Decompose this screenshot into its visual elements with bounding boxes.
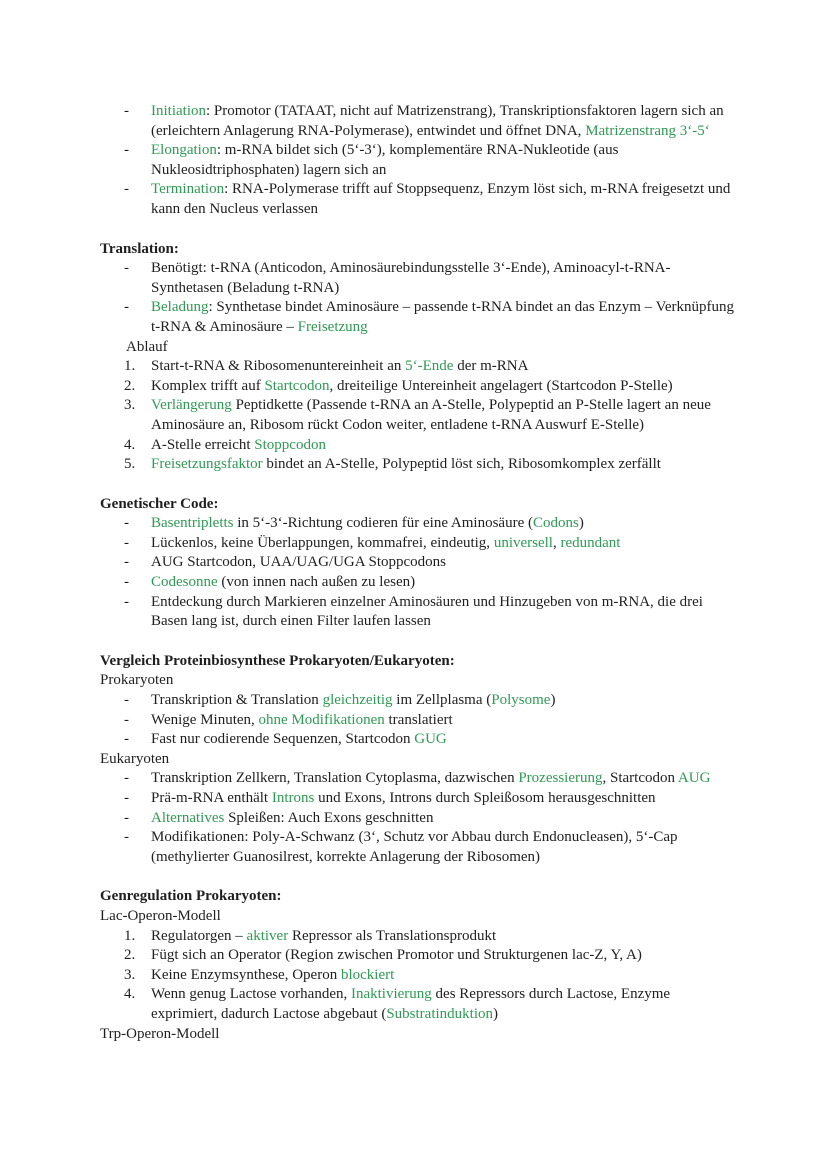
highlighted-term: Inaktivierung: [350, 986, 432, 1003]
list-item: [100, 573, 740, 593]
eukaryoten-list: [100, 769, 740, 867]
item-text: [151, 358, 528, 374]
step-number: 4.: [124, 436, 136, 453]
dash-marker: -: [124, 770, 129, 787]
text-segment: A-Stelle erreicht: [151, 436, 255, 453]
list-item: [100, 377, 740, 397]
dash-marker: -: [124, 534, 129, 551]
highlighted-term: Matrizenstrang 3‘-5‘: [585, 122, 710, 139]
text-segment: Transkription & Translation: [151, 692, 323, 709]
ablauf-steps: [100, 357, 740, 475]
item-text: [151, 437, 326, 453]
text-segment: im Zellplasma (: [392, 692, 492, 709]
genetischer-code-heading: Genetischer Code:: [100, 495, 219, 512]
text-segment: Start-t-RNA & Ribosomenuntereinheit an: [151, 358, 406, 375]
list-item: [100, 730, 740, 750]
dash-marker: -: [124, 299, 129, 316]
genregulation-heading: Genregulation Prokaryoten:: [100, 888, 282, 905]
step-number: 2.: [124, 947, 136, 964]
lac-operon-label: Lac-Operon-Modell: [100, 907, 221, 924]
dash-marker: -: [124, 181, 129, 198]
text-segment: (von innen nach außen zu lesen): [217, 574, 416, 591]
text-segment: ,: [552, 534, 561, 551]
genetischer-code-list: [100, 514, 740, 632]
text-segment: , dreiteilige Untereinheit angelagert (Startcodon P-Stelle): [329, 377, 673, 394]
translation-list: [100, 259, 740, 337]
item-text: [151, 181, 730, 217]
item-text: [151, 986, 670, 1022]
list-item: [100, 927, 740, 947]
item-text: [151, 731, 447, 747]
dash-marker: -: [124, 260, 129, 277]
dash-marker: -: [124, 809, 129, 826]
highlighted-term: universell: [493, 534, 553, 551]
step-number: 3.: [124, 966, 136, 983]
item-text: [151, 692, 555, 708]
list-item: [100, 180, 740, 219]
trp-operon-label: Trp-Operon-Modell: [100, 1025, 220, 1042]
text-segment: : m-RNA bildet sich (5‘-3‘), komplementäre RNA-Nukleotide (aus Nukleosidtriphosphaten) lagern sich an: [151, 142, 619, 178]
list-item: [100, 514, 740, 534]
document-body: [100, 102, 740, 1044]
prokaryoten-label: Prokaryoten: [100, 672, 174, 689]
list-item: [100, 534, 740, 554]
highlighted-term: Freisetzung: [297, 318, 368, 335]
text-segment: , Startcodon: [602, 770, 678, 787]
text-segment: Fügt sich an Operator (Region zwischen Promotor und Strukturgenen lac-Z, Y, A): [151, 947, 642, 964]
lac-operon-steps: [100, 927, 740, 1025]
list-item: [100, 593, 740, 632]
step-number: 4.: [124, 986, 136, 1003]
item-text: [151, 829, 678, 865]
prokaryoten-list: [100, 691, 740, 750]
item-text: [151, 515, 584, 531]
text-segment: Komplex trifft auf: [151, 377, 265, 394]
dash-marker: -: [124, 574, 129, 591]
text-segment: Peptidkette (Passende t-RNA an A-Stelle, Polypeptid an P-Stelle lagert an neue Aminosäure an, Ribosom rückt Codon weiter, entladene t-RNA Auswurf E-Stelle): [151, 397, 711, 433]
item-text: [151, 790, 656, 806]
text-segment: ): [550, 692, 556, 709]
text-segment: bindet an A-Stelle, Polypeptid löst sich, Ribosomkomplex zerfällt: [262, 456, 661, 473]
highlighted-term: blockiert: [340, 966, 395, 983]
list-item: [100, 691, 740, 711]
text-segment: Prä-m-RNA enthält: [151, 790, 272, 806]
highlighted-term: Verlängerung: [151, 397, 232, 414]
highlighted-term: 5‘-Ende: [405, 358, 454, 375]
text-segment: Spleißen: Auch Exons geschnitten: [224, 809, 434, 826]
dash-marker: -: [124, 142, 129, 159]
text-segment: : Synthetase bindet Aminosäure – passende t-RNA bindet an das Enzym – Verknüpfung t-RNA & Aminosäure –: [151, 299, 734, 335]
list-item: [100, 966, 740, 986]
list-item: [100, 789, 740, 809]
text-segment: Wenige Minuten,: [151, 711, 259, 728]
vergleich-heading: Vergleich Proteinbiosynthese Prokaryoten/Eukaryoten:: [100, 652, 455, 669]
item-text: [151, 554, 446, 570]
text-segment: Regulatorgen –: [151, 927, 247, 944]
text-segment: in 5‘-3‘-Richtung codieren für eine Aminosäure (: [233, 515, 533, 532]
eukaryoten-label: Eukaryoten: [100, 750, 170, 767]
highlighted-term: Polysome: [491, 692, 551, 709]
dash-marker: -: [124, 790, 129, 806]
item-text: [151, 712, 453, 728]
list-item: [100, 553, 740, 573]
text-segment: : Promotor (TATAAT, nicht auf Matrizenstrang), Transkriptionsfaktoren lagern sich an (erleichtern Anlagerung RNA-Polymerase), entwindet und öffnet DNA,: [151, 103, 724, 139]
highlighted-term: Initiation: [151, 103, 206, 119]
dash-marker: -: [124, 103, 129, 119]
list-item: [100, 396, 740, 435]
step-number: 5.: [124, 456, 136, 473]
text-segment: ): [492, 1005, 498, 1022]
highlighted-term: Elongation: [151, 142, 217, 159]
list-item: [100, 769, 740, 789]
highlighted-term: Basentripletts: [151, 515, 234, 532]
highlighted-term: aktiver: [246, 927, 289, 944]
step-number: 3.: [124, 397, 136, 414]
text-segment: Wenn genug Lactose vorhanden,: [151, 986, 351, 1003]
dash-marker: -: [124, 593, 129, 610]
highlighted-term: Substratinduktion: [386, 1005, 493, 1022]
item-text: [151, 967, 394, 983]
text-segment: Keine Enzymsynthese, Operon: [151, 966, 341, 983]
text-segment: : RNA-Polymerase trifft auf Stoppsequenz, Enzym löst sich, m-RNA freigesetzt und kann den Nucleus verlassen: [151, 181, 731, 217]
text-segment: translatiert: [384, 711, 453, 728]
highlighted-term: redundant: [560, 534, 621, 551]
step-number: 1.: [124, 927, 136, 944]
highlighted-term: Introns: [271, 790, 315, 806]
highlighted-term: Beladung: [151, 299, 209, 316]
text-segment: Transkription Zellkern, Translation Cytoplasma, dazwischen: [151, 770, 519, 787]
item-text: [151, 947, 642, 963]
dash-marker: -: [124, 731, 129, 748]
item-text: [151, 299, 734, 335]
item-text: [151, 260, 671, 296]
text-segment: und Exons, Introns durch Spleißosom herausgeschnitten: [314, 790, 656, 806]
list-item: [100, 985, 740, 1024]
list-item: [100, 828, 740, 867]
highlighted-term: ohne Modifikationen: [258, 711, 385, 728]
text-segment: AUG Startcodon, UAA/UAG/UGA Stoppcodons: [151, 554, 446, 571]
highlighted-term: Codesonne: [151, 574, 218, 591]
item-text: [151, 142, 618, 178]
step-number: 1.: [124, 358, 136, 375]
item-text: [151, 535, 620, 551]
dash-marker: -: [124, 829, 129, 846]
text-segment: der m-RNA: [453, 358, 529, 375]
list-item: [100, 259, 740, 298]
text-segment: Entdeckung durch Markieren einzelner Aminosäuren und Hinzugeben von m-RNA, die drei Basen lang ist, durch einen Filter laufen lassen: [151, 593, 703, 630]
highlighted-term: Codons: [533, 515, 579, 532]
item-text: [151, 594, 703, 630]
transkription-list: [100, 102, 740, 220]
text-segment: Modifikationen: Poly-A-Schwanz (3‘, Schutz vor Abbau durch Endonucleasen), 5‘-Cap (methylierter Guanosilrest, korrekte Anlagerung der Ribosomen): [151, 829, 678, 865]
list-item: [100, 455, 740, 475]
highlighted-term: Termination: [151, 181, 225, 198]
highlighted-term: GUG: [414, 731, 447, 748]
list-item: [100, 357, 740, 377]
highlighted-term: Freisetzungsfaktor: [151, 456, 263, 473]
dash-marker: -: [124, 692, 129, 709]
item-text: [151, 397, 711, 433]
ablauf-label: Ablauf: [126, 338, 168, 355]
item-text: [151, 103, 724, 139]
dash-marker: -: [124, 711, 129, 728]
item-text: [151, 378, 673, 394]
highlighted-term: Alternatives: [151, 809, 225, 826]
list-item: [100, 298, 740, 337]
highlighted-term: AUG: [677, 770, 711, 787]
text-segment: Repressor als Translationsprodukt: [288, 927, 497, 944]
text-segment: Benötigt: t-RNA (Anticodon, Aminosäurebindungsstelle 3‘-Ende), Aminoacyl-t-RNA-Synthetasen (Beladung t-RNA): [151, 260, 671, 296]
highlighted-term: Startcodon: [264, 377, 330, 394]
list-item: [100, 809, 740, 829]
list-item: [100, 102, 740, 141]
text-segment: des Repressors durch Lactose, Enzyme exprimiert, dadurch Lactose abgebaut (: [151, 986, 671, 1022]
text-segment: Fast nur codierende Sequenzen, Startcodon: [151, 731, 415, 748]
text-segment: Lückenlos, keine Überlappungen, kommafrei, eindeutig,: [151, 534, 494, 551]
item-text: [151, 928, 496, 944]
list-item: [100, 711, 740, 731]
list-item: [100, 141, 740, 180]
dash-marker: -: [124, 515, 129, 532]
highlighted-term: Prozessierung: [518, 770, 603, 787]
item-text: [151, 810, 433, 826]
text-segment: ): [578, 515, 584, 532]
highlighted-term: gleichzeitig: [322, 692, 393, 709]
translation-heading: Translation:: [100, 240, 179, 257]
dash-marker: -: [124, 554, 129, 571]
list-item: [100, 436, 740, 456]
item-text: [151, 574, 415, 590]
list-item: [100, 946, 740, 966]
item-text: [151, 770, 710, 786]
item-text: [151, 456, 661, 472]
highlighted-term: Stoppcodon: [254, 436, 326, 453]
step-number: 2.: [124, 377, 136, 394]
